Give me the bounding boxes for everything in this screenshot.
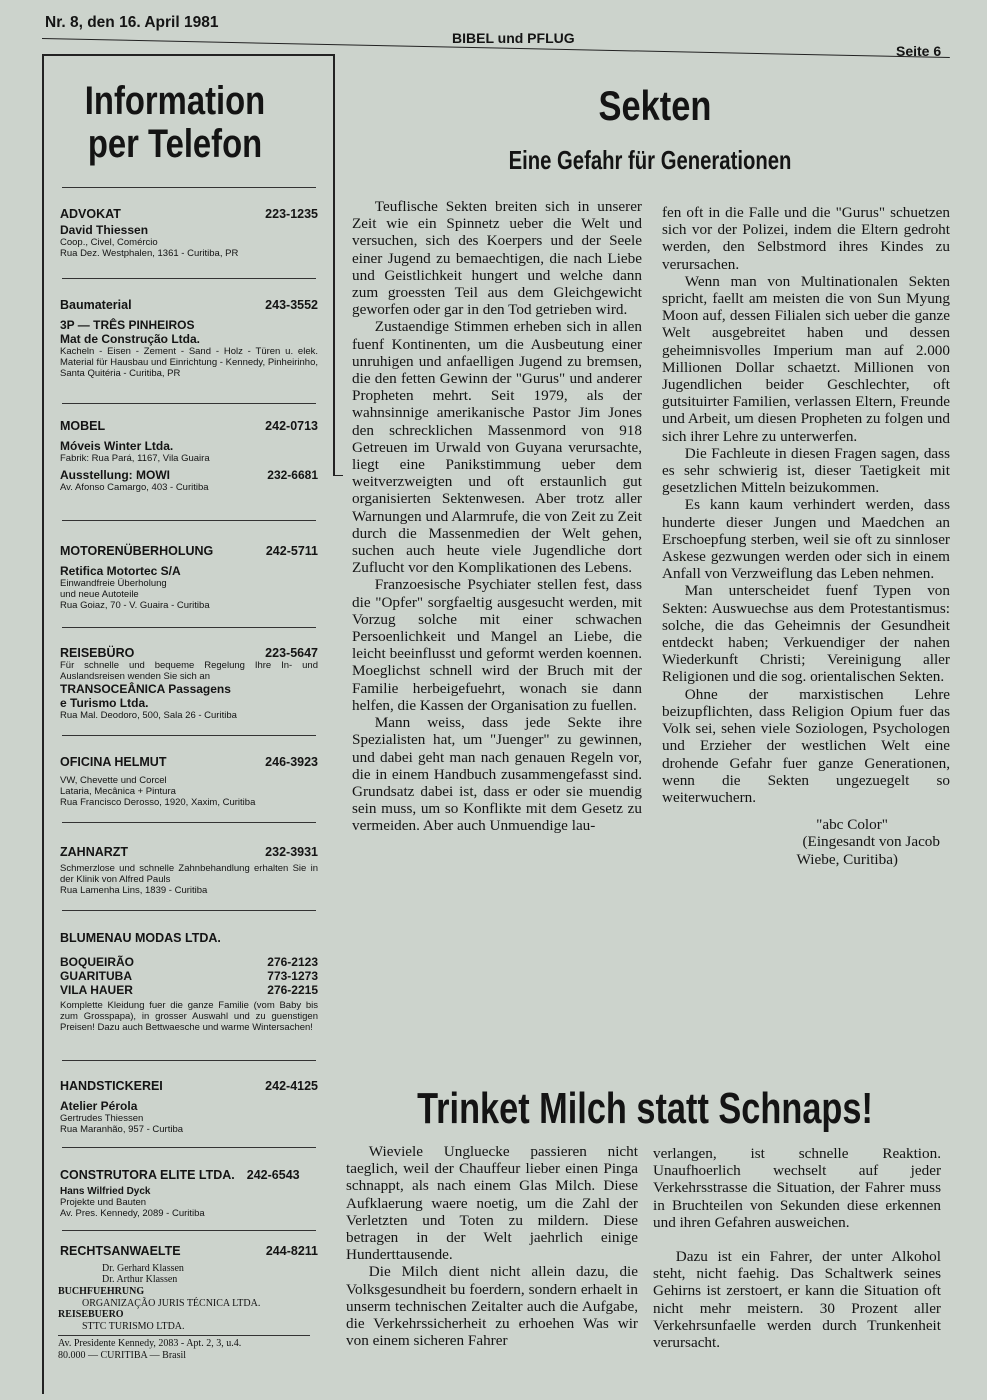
listing-details: Fabrik: Rua Pará, 1167, Vila Guaira bbox=[60, 453, 210, 464]
paragraph: Ohne der marxistischen Lehre beizupflichten, dass Religion Opium fuer das Volk sei, sehen viele Soziologen, Psychologen und Erzieher der westlichen Welt eine drohende Gefahr fuer ganze Generationen, wenn die Sekten ungezuegelt so weiterwuchern. bbox=[662, 685, 950, 806]
listing-phone: 242-0713 bbox=[265, 419, 318, 433]
newspaper-name: BIBEL und PFLUG bbox=[452, 30, 575, 46]
listing-reisebuero bbox=[60, 646, 318, 721]
listing-phone: 242-4125 bbox=[265, 1079, 318, 1093]
paragraph: Die Fachleute in diesen Fragen sagen, dass es sehr schwierig ist, dieser Taetigkeit mit gesetzlichen Mitteln beizukommen. bbox=[662, 444, 950, 497]
sidebar-left-border bbox=[42, 54, 44, 1394]
article-column-2 bbox=[653, 1145, 941, 1351]
listing-details: Kacheln - Eisen - Zement - Sand - Holz - Türen u. elek. Material für Hausbau und Einrichtung - Kennedy, Pinheirinho, Santa Quitéria - Curitiba, PR bbox=[60, 346, 318, 379]
sidebar-footer bbox=[58, 1286, 320, 1361]
footer-line: REISEBUERO bbox=[58, 1309, 124, 1320]
footer-line: 80.000 — CURITIBA — Brasil bbox=[58, 1349, 187, 1361]
listing-blumenau-modas bbox=[60, 931, 318, 1033]
listing-details: Einwandfreie Überholung und neue Autoteile Rua Goiaz, 70 - V. Guaira - Curitiba bbox=[60, 578, 210, 611]
separator bbox=[62, 735, 316, 736]
listing-phone: 243-3552 bbox=[265, 298, 318, 312]
separator bbox=[62, 822, 316, 823]
listing-category: MOTORENÜBERHOLUNG bbox=[60, 544, 214, 558]
sidebar-step bbox=[333, 475, 343, 476]
paragraph: Teuflische Sekten breiten sich in unserer Zeit wie ein Spinnetz ueber die Welt und versuchen, sich des Koerpers und der Seele einer Jugend zu bemaechtigen, die nach Liebe und Geistlichkeit hungert und welche dann zum groessten Teil aus dem Gleichgewicht geworfen oder gar in den Tod getrieben wird. bbox=[352, 198, 642, 319]
signature-line: (Eingesandt von Jacob bbox=[802, 833, 940, 851]
separator bbox=[62, 1060, 316, 1061]
separator bbox=[62, 1147, 316, 1148]
separator bbox=[62, 910, 316, 911]
paragraph: verlangen, ist schnelle Reaktion. Unaufhoerlich wechselt auf jeder Verkehrsstrasse die Situation, der Fahrer muss in Bruchteilen von Sekunden diese erkennen und ihren Gefahren ausweichen. bbox=[653, 1145, 941, 1231]
branch-name: GUARITUBA bbox=[60, 969, 132, 983]
listing-category: MOBEL bbox=[60, 419, 106, 433]
listing-category: RECHTSANWAELTE bbox=[60, 1244, 181, 1258]
listing-rechtsanwaelte bbox=[60, 1244, 318, 1285]
listing-sub-details: Av. Afonso Camargo, 403 - Curitiba bbox=[60, 482, 209, 493]
footer-line: STTC TURISMO LTDA. bbox=[82, 1320, 185, 1332]
separator bbox=[62, 520, 316, 521]
article-subheadline: Eine Gefahr für Generationen bbox=[508, 145, 792, 175]
listing-category: Baumaterial bbox=[60, 298, 132, 312]
listing-construtora-elite bbox=[60, 1168, 318, 1219]
paragraph: fen oft in die Falle und die "Gurus" schuetzen sich vor der Polizei, indem die Eltern gedroht werden, den Selbstmord ihres Kindes zu verursachen. bbox=[662, 204, 950, 273]
listing-details: Coop., Civel, Comércio Rua Dez. Westphalen, 1361 - Curitiba, PR bbox=[60, 237, 239, 259]
listing-category: HANDSTICKEREI bbox=[60, 1079, 163, 1093]
listing-details: Für schnelle und bequeme Regelung Ihre In- und Auslandsreisen wenden Sie sich an bbox=[60, 660, 318, 682]
paragraph: Die Milch dient nicht allein dazu, die Volksgesundheit bu foerdern, sondern erhaelt in unserm technischen Zeitalter auch die Aufgabe, die Verkehrssicherheit zu erhoehen Was wir von einem sicheren Fahrer bbox=[346, 1263, 638, 1350]
paragraph: Man unterscheidet fuenf Typen von Sekten: Auswuechse aus dem Protestantismus: solche, die das Geheimnis der Gesundheit entdeckt haben; Verkuendiger der nahen Wiederkunft Christi; Vereinigung aller Religionen und die sog. orientalischen Sekten. bbox=[662, 582, 950, 686]
listing-phone: 242-5711 bbox=[265, 544, 318, 558]
listing-phone: 232-3931 bbox=[265, 845, 318, 859]
listing-handstickerei bbox=[60, 1079, 318, 1135]
listing-phone: 223-5647 bbox=[265, 646, 318, 660]
listing-name: Móveis Winter Ltda. bbox=[60, 439, 174, 453]
listing-baumaterial bbox=[60, 298, 318, 379]
listing-name: Atelier Pérola bbox=[60, 1099, 138, 1113]
listing-details: Gertrudes Thiessen Rua Maranhão, 957 - Curtiba bbox=[60, 1113, 184, 1135]
paragraph: Wenn man von Multinationalen Sekten spricht, faellt am meisten die von Sun Myung Moon auf, dessen Filialen sich ueber die ganze Welt ausgebreitet haben und dessen geheimnisvolles Imperium man auf 2.000 Millionen Dollar schaetzt. Millionen von Jugendlichen beider Geschlechter, oft gutsituirter Familien, verlassen Eltern, Freunde und Arbeit, um diesen Propheten zu folgen und sich ihrer Lehre zu unterwerfen. bbox=[662, 272, 950, 445]
sidebar-title: Information per Telefon bbox=[84, 79, 266, 166]
listing-category: ADVOKAT bbox=[60, 207, 121, 221]
listing-details-address: Rua Mal. Deodoro, 500, Sala 26 - Curitiba bbox=[60, 710, 237, 721]
listing-sub-label: Ausstellung: MOWI bbox=[60, 468, 170, 482]
separator bbox=[62, 187, 316, 188]
listing-category: ZAHNARZT bbox=[60, 845, 129, 859]
footer-line: BUCHFUEHRUNG bbox=[58, 1286, 145, 1297]
listing-name: TRANSOCEÂNICA Passagens e Turismo Ltda. bbox=[60, 682, 231, 710]
footer-line: Av. Presidente Kennedy, 2083 - Apt. 2, 3, u.4. bbox=[58, 1338, 242, 1349]
listing-details: Projekte und Bauten Av. Pres. Kennedy, 2089 - Curitiba bbox=[60, 1197, 205, 1219]
listing-name: David Thiessen bbox=[60, 223, 149, 237]
listing-name: Hans Wilfried Dyck bbox=[60, 1186, 151, 1197]
separator bbox=[62, 1230, 316, 1231]
listing-phone: 242-6543 bbox=[246, 1168, 300, 1182]
listing-phone: 244-8211 bbox=[265, 1244, 318, 1258]
listing-details: VW, Chevette und Corcel Lataria, Mecânica + Pintura Rua Francisco Derosso, 1920, Xaxim, Curitiba bbox=[60, 775, 256, 808]
article-column-1 bbox=[346, 1143, 638, 1349]
listing-advokat bbox=[60, 207, 318, 259]
signature-line: "abc Color" bbox=[816, 816, 888, 834]
listing-category: BLUMENAU MODAS LTDA. bbox=[60, 931, 221, 945]
branch-name: BOQUEIRÃO bbox=[60, 955, 135, 969]
paragraph: Zustaendige Stimmen erheben sich in allen fuenf Kontinenten, um die Ausbeutung einer unruhigen und anfaelligen Jugend zu bremsen, die den fetten Gewinn der "Gurus" und anderer Propheten mehrt. Seit 1979, als der wahnsinnige amerikanische Pastor Jim Jones den schrecklichen Massenmord von 918 Getreuen im Urwald von Guyana verursachte, liegt eine Panikstimmung ueber dem weitverzweigten und oft erstaunlich gut organisierten Sektenwesen. Aber trotz aller Warnungen und Alarmrufe, die von Zeit zu Zeit durch die Massenmedien der Welt gehen, suchen auch heute viele Jugendliche dort Zuflucht vor den Komplikationen des Lebens. bbox=[352, 318, 642, 577]
page-number: Seite 6 bbox=[896, 43, 942, 59]
listing-phone: 246-3923 bbox=[265, 755, 318, 769]
article-column-2 bbox=[662, 204, 950, 868]
paragraph: Franzoesische Psychiater stellen fest, dass die "Opfer" sorgfaeltig ausgesucht werden, mit Vorzug solche mit einer schwachen Persoenlichkeit und Mangel an Liebe, die leicht beeinflusst und geformt werden koennen. Moeglichst schnell wird der Bruch mit der Familie herbeigefuehrt, wonach sie dann helfen, die Kassen der Organisation zu fuellen. bbox=[352, 576, 642, 714]
branch-name: VILA HAUER bbox=[60, 983, 133, 997]
paragraph: Wieviele Ungluecke passieren nicht taeglich, weil der Chauffeur lieber einen Pinga schnappt, als nach einem Glas Milch. Diese Aufklaerung waere noetig, um die Zahl der Verletzten und Toten zu mildern. Diese betragen in der Welt jaehrlich einige Hunderttausende. bbox=[346, 1143, 638, 1264]
listing-category: OFICINA HELMUT bbox=[60, 755, 167, 769]
footer-line: ORGANIZAÇÃO JURIS TÉCNICA LTDA. bbox=[82, 1297, 261, 1309]
listing-zahnarzt bbox=[60, 845, 318, 896]
separator bbox=[62, 278, 316, 279]
listing-name: 3P — TRÊS PINHEIROS Mat de Construção Ltda. bbox=[60, 318, 201, 346]
sidebar-top-border bbox=[42, 54, 335, 56]
listing-motorenueberholung bbox=[60, 544, 318, 611]
listing-category: REISEBÜRO bbox=[60, 646, 135, 660]
listing-details: Dr. Gerhard Klassen Dr. Arthur Klassen bbox=[102, 1263, 184, 1285]
article-column-1 bbox=[352, 198, 642, 835]
branch-phone: 276-2215 bbox=[267, 983, 318, 997]
listing-name: Retifica Motortec S/A bbox=[60, 564, 181, 578]
issue-date: Nr. 8, den 16. April 1981 bbox=[45, 14, 219, 31]
listing-details: Schmerzlose und schnelle Zahnbehandlung erhalten Sie in der Klinik von Alfred Pauls Rua Lamenha Lins, 1839 - Curitiba bbox=[60, 863, 318, 896]
article-headline: Sekten bbox=[598, 82, 712, 129]
separator bbox=[62, 627, 316, 628]
branch-phone: 773-1273 bbox=[267, 969, 318, 983]
listing-phone: 223-1235 bbox=[265, 207, 318, 221]
article-headline: Trinket Milch statt Schnaps! bbox=[417, 1084, 873, 1133]
listing-sub-phone: 232-6681 bbox=[267, 468, 318, 482]
branch-phone: 276-2123 bbox=[267, 955, 318, 969]
listing-oficina-helmut bbox=[60, 755, 318, 808]
sidebar-right-border bbox=[333, 54, 335, 476]
paragraph: Mann weiss, dass jede Sekte ihre Spezialisten hat, um "Juenger" zu gewinnen, und dabei geht man nach genauen Regeln vor, die in einem Handbuch zusammengefasst sind. Grundsatz dabei ist, dass er oder sie muendig sein muss, um so Konflikte mit dem Gesetz zu vermeiden. Aber auch Unmuendige lau- bbox=[352, 714, 642, 835]
paragraph: Es kann kaum verhindert werden, dass hunderte dieser Jungen und Maedchen an Erschoepfung sterben, weil sie oft zu sinnloser Askese gezwungen werden oder sich in einem Anfall von Verzweiflung das Leben nehmen. bbox=[662, 496, 950, 583]
signature-line: Wiebe, Curitiba) bbox=[796, 850, 898, 868]
listing-mobel bbox=[60, 419, 318, 493]
listing-category: CONSTRUTORA ELITE LTDA. bbox=[60, 1168, 235, 1182]
paragraph: Dazu ist ein Fahrer, der unter Alkohol steht, nicht faehig. Das Schaltwerk seines Gehirns ist zerstoert, er kann die Situation oft nicht mehr meistern. 30 Prozent aller Verkehrsunfaelle werden durch Trunkenheit verursacht. bbox=[653, 1248, 941, 1352]
listing-details: Komplette Kleidung fuer die ganze Familie (vom Baby bis zum Grosspapa), in grosser Auswahl und zu guenstigen Preisen! Dazu auch Bettwaesche und warme Wintersachen! bbox=[60, 1000, 318, 1033]
separator bbox=[62, 403, 316, 404]
